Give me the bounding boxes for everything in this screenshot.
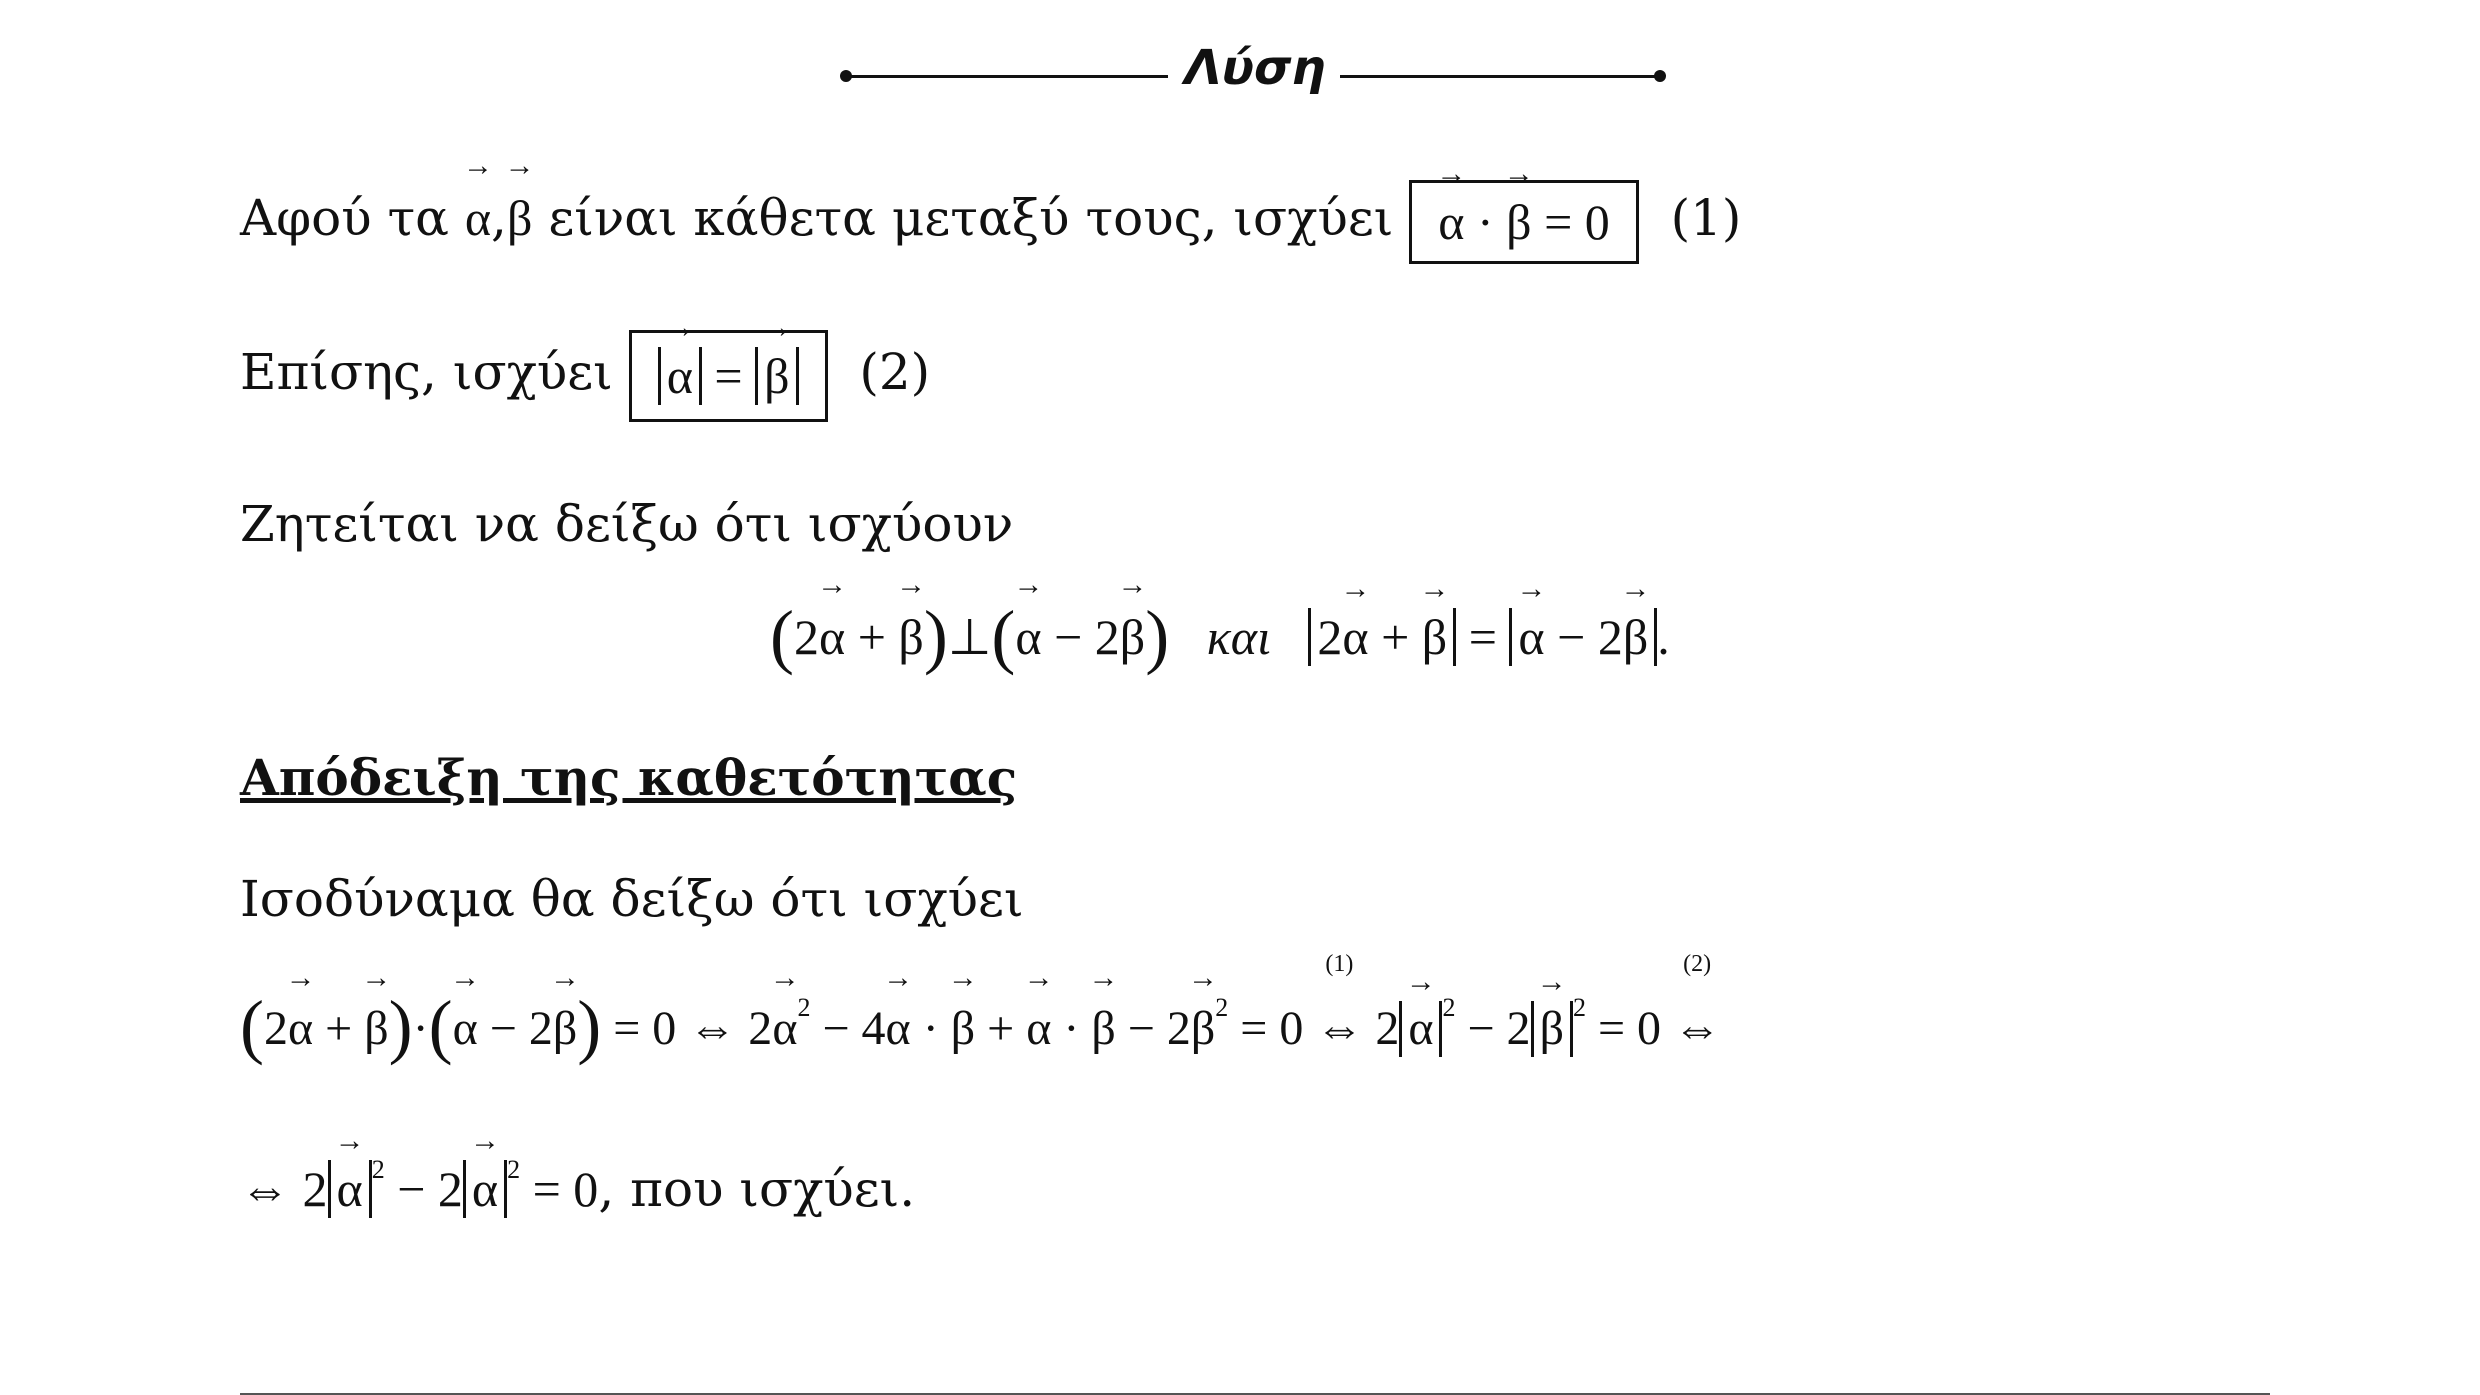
equation-box-1: → α · → β = 0 bbox=[1409, 180, 1639, 264]
statement-text: Επίσης, ισχύει bbox=[240, 343, 613, 401]
ref-label-2: (2) bbox=[1683, 951, 1712, 977]
statement-text: Αφού τα bbox=[240, 189, 449, 247]
target-formula: (2→ α + → β)⊥(→ α − 2→ β) και 2→ α + → β = → α − 2→ β . bbox=[770, 595, 1670, 678]
statement-text: Ισοδύναμα θα δείξω ότι ισχύει bbox=[240, 870, 1024, 928]
conclusion-text: , που ισχύει. bbox=[598, 1160, 916, 1218]
ref-label-1: (1) bbox=[1325, 951, 1354, 977]
derivation-line-2: ⇔ 2→ α $^2$ − 2→ α $^2$ = 0, που ισχύει. bbox=[240, 1155, 915, 1218]
statement-line-4 bbox=[240, 870, 1024, 928]
header-rule-right bbox=[1340, 75, 1660, 78]
statement-text: Ζητείται να δείξω ότι ισχύουν bbox=[240, 495, 1014, 553]
equation-label-2: (2) bbox=[859, 343, 931, 401]
derivation-line-1: (2→ α + → β)·(→ α − 2→ β) = 0 ⇔ $2\to \alpha^2 - 4\to \alpha$ · → β + → α · → $\beta - 2\to \beta^2 = 0$ ⇔ (1) 2→ α $^2$ − 2→ β $^2$ = 0 ⇔ (2) bbox=[240, 985, 1721, 1068]
header-dot-right bbox=[1654, 70, 1666, 82]
solution-header bbox=[840, 40, 1670, 112]
statement-text-mid: είναι κάθετα μεταξύ τους, ισχύει bbox=[548, 189, 1394, 247]
statement-line-2 bbox=[240, 330, 930, 422]
header-rule-left bbox=[848, 75, 1168, 78]
statement-line-3 bbox=[240, 495, 1013, 553]
statement-line-1: Αφού τα → α,→ β είναι κάθετα μεταξύ τους, ισχύει → α · → β = 0 (1) bbox=[240, 180, 1741, 264]
conjunction: και bbox=[1206, 609, 1271, 665]
header-title: Λύση bbox=[1184, 40, 1326, 96]
section-heading: Απόδειξη της καθετότητας bbox=[240, 748, 1018, 807]
equation-box-2: → α = → β bbox=[629, 330, 828, 422]
equation-label-1: (1) bbox=[1670, 189, 1742, 247]
